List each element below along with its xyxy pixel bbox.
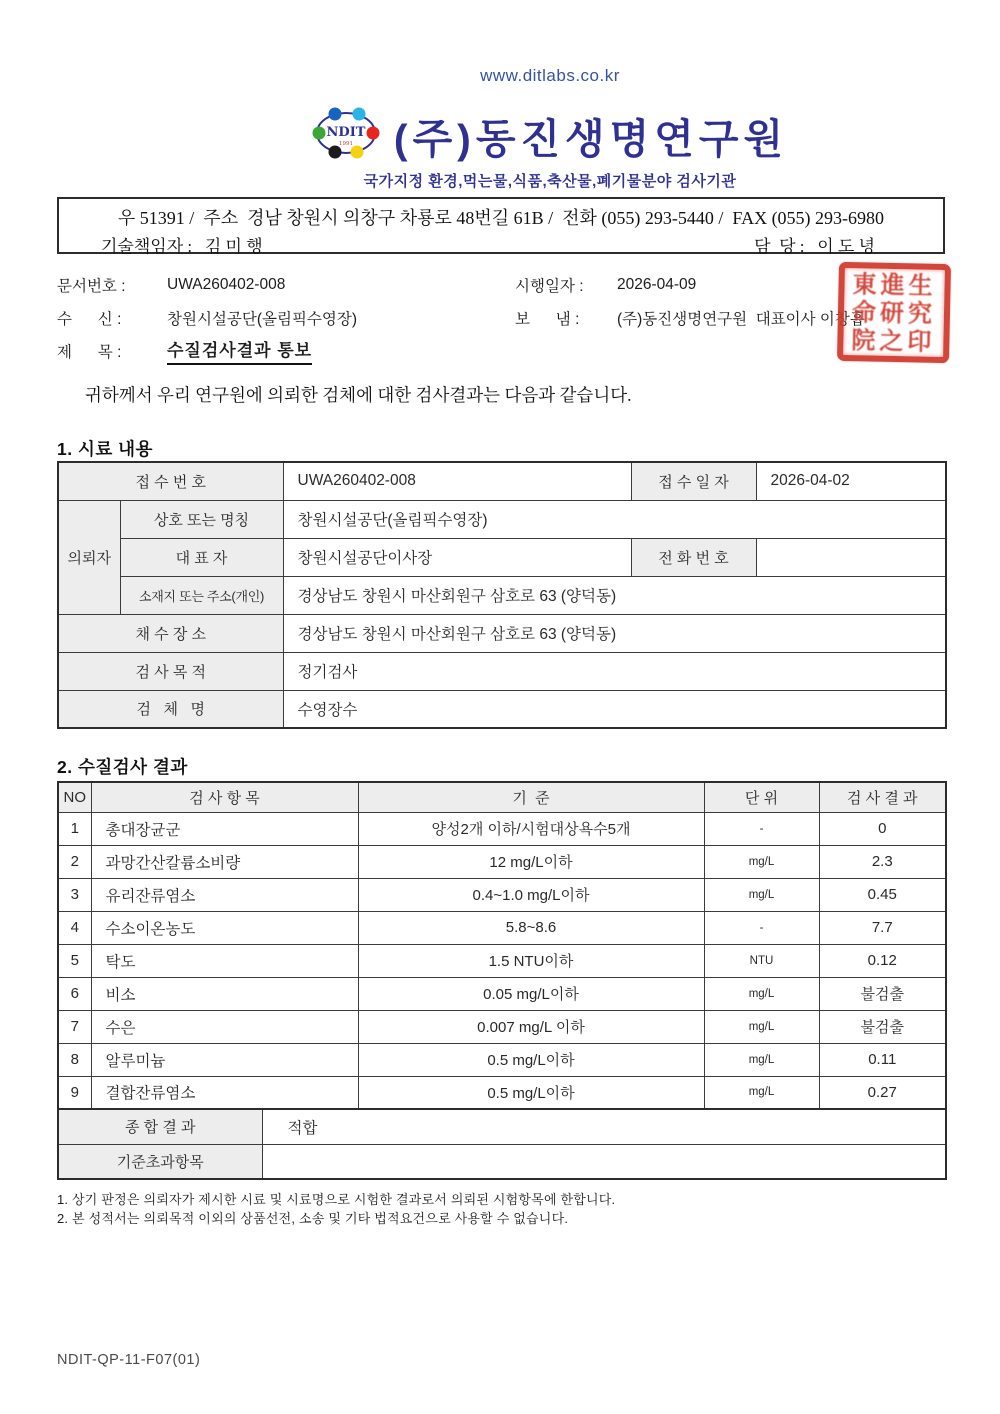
client-name-label: 상호 또는 명칭 <box>120 500 283 538</box>
receipt-no-value: UWA260402-008 <box>283 462 631 500</box>
document-info <box>57 268 945 367</box>
result-item: 유리잔류염소 <box>91 878 358 911</box>
result-row <box>58 911 946 944</box>
result-value: 0.45 <box>819 878 946 911</box>
company-name: (주)동진생명연구원 <box>393 115 789 162</box>
recipient-value: 창원시설공단(올림픽수영장) <box>167 310 358 328</box>
contact-address-line: 우 51391 / 주소 경남 창원시 의창구 차룡로 48번길 61B / 전화 (055) 293-5440 / FAX (055) 293-6980 <box>117 208 885 228</box>
result-unit: NTU <box>704 944 819 977</box>
exceeded-items-label: 기준초과항목 <box>58 1144 262 1179</box>
result-no: 3 <box>58 878 91 911</box>
phone-value <box>756 538 946 576</box>
sample-info-table <box>57 461 947 729</box>
contact-people-line <box>59 230 943 257</box>
table-row <box>58 690 946 728</box>
result-item: 결합잔류염소 <box>91 1076 358 1109</box>
receipt-date-label: 접 수 일 자 <box>631 462 756 500</box>
contact-box <box>57 197 945 254</box>
result-item: 알루미늄 <box>91 1043 358 1076</box>
header-standard: 기 준 <box>358 782 704 812</box>
sender-label: 보 냄 : <box>515 310 580 328</box>
result-value: 불검출 <box>819 977 946 1010</box>
result-standard: 0.4~1.0 mg/L이하 <box>358 878 704 911</box>
person-in-charge-name: 이 도 녕 <box>817 237 875 256</box>
issue-date-label: 시행일자 : <box>515 277 584 295</box>
result-unit: mg/L <box>704 845 819 878</box>
result-item: 비소 <box>91 977 358 1010</box>
header-no: NO <box>58 782 91 812</box>
test-purpose-label: 검 사 목 적 <box>58 652 283 690</box>
results-header-row <box>58 782 946 812</box>
sampling-place-label: 채 수 장 소 <box>58 614 283 652</box>
website-url: www.ditlabs.co.kr <box>480 66 620 85</box>
result-no: 6 <box>58 977 91 1010</box>
summary-table <box>57 1108 947 1180</box>
person-in-charge-label: 담 당 : <box>754 237 805 256</box>
table-row <box>58 614 946 652</box>
result-standard: 0.5 mg/L이하 <box>358 1076 704 1109</box>
result-standard: 양성2개 이하/시험대상욕수5개 <box>358 812 704 845</box>
result-no: 7 <box>58 1010 91 1043</box>
test-purpose-value: 정기검사 <box>283 652 946 690</box>
client-group-label: 의뢰자 <box>58 500 120 614</box>
result-item: 수은 <box>91 1010 358 1043</box>
recipient-row <box>57 301 945 334</box>
result-row <box>58 944 946 977</box>
result-no: 2 <box>58 845 91 878</box>
subject-row <box>57 334 945 367</box>
phone-label: 전 화 번 호 <box>631 538 756 576</box>
receipt-no-label: 접 수 번 호 <box>58 462 283 500</box>
sampling-place-value: 경상남도 창원시 마산회원구 삼호로 63 (양덕동) <box>283 614 946 652</box>
result-standard: 0.05 mg/L이하 <box>358 977 704 1010</box>
result-item: 탁도 <box>91 944 358 977</box>
tech-manager-label: 기술책임자 : <box>101 237 193 256</box>
overall-result-value: 적합 <box>262 1109 946 1144</box>
subject-value: 수질검사결과 통보 <box>167 336 312 365</box>
svg-text:1991: 1991 <box>338 140 353 147</box>
client-name-value: 창원시설공단(올림픽수영장) <box>283 500 946 538</box>
result-standard: 5.8~8.6 <box>358 911 704 944</box>
table-row <box>58 652 946 690</box>
result-no: 5 <box>58 944 91 977</box>
greeting-text: 귀하께서 우리 연구원에 의뢰한 검체에 대한 검사결과는 다음과 같습니다. <box>85 385 632 405</box>
result-item: 총대장균군 <box>91 812 358 845</box>
result-unit: mg/L <box>704 1010 819 1043</box>
receipt-date-value: 2026-04-02 <box>756 462 946 500</box>
sample-name-label: 검 체 명 <box>58 690 283 728</box>
representative-label: 대 표 자 <box>120 538 283 576</box>
overall-result-label: 종 합 결 과 <box>58 1109 262 1144</box>
address-label: 소재지 또는 주소(개인) <box>120 576 283 614</box>
sample-name-value: 수영장수 <box>283 690 946 728</box>
company-logo-icon <box>312 105 380 166</box>
result-row <box>58 845 946 878</box>
result-value: 7.7 <box>819 911 946 944</box>
company-seal-text: 東進生命研究院之印 <box>851 268 937 356</box>
doc-number-value: UWA260402-008 <box>167 275 286 293</box>
result-unit: - <box>704 812 819 845</box>
brand-row <box>100 100 1000 170</box>
result-row <box>58 1076 946 1109</box>
representative-value: 창원시설공단이사장 <box>283 538 631 576</box>
result-unit: mg/L <box>704 977 819 1010</box>
result-no: 4 <box>58 911 91 944</box>
result-no: 8 <box>58 1043 91 1076</box>
form-number: NDIT-QP-11-F07(01) <box>57 1352 201 1368</box>
issue-date-value: 2026-04-09 <box>617 275 697 293</box>
recipient-label: 수 신 : <box>57 310 122 328</box>
result-standard: 1.5 NTU이하 <box>358 944 704 977</box>
result-value: 2.3 <box>819 845 946 878</box>
result-value: 0 <box>819 812 946 845</box>
tech-manager <box>101 232 263 257</box>
result-unit: - <box>704 911 819 944</box>
result-item: 수소이온농도 <box>91 911 358 944</box>
section1-title: 1. 시료 내용 <box>57 439 153 459</box>
results-table <box>57 781 947 1110</box>
result-item: 과망간산칼륨소비량 <box>91 845 358 878</box>
result-row <box>58 1010 946 1043</box>
header-item: 검 사 항 목 <box>91 782 358 812</box>
result-unit: mg/L <box>704 1076 819 1109</box>
result-row <box>58 1043 946 1076</box>
footnote-2: 2. 본 성적서는 의뢰목적 이외의 상품선전, 소송 및 기타 법적요건으로 사용할 수 없습니다. <box>57 1211 569 1226</box>
result-row <box>58 977 946 1010</box>
result-no: 1 <box>58 812 91 845</box>
footnotes <box>57 1190 615 1228</box>
company-subtitle: 국가지정 환경,먹는물,식품,축산물,폐기물분야 검사기관 <box>363 173 737 190</box>
section2-title: 2. 수질검사 결과 <box>57 757 188 777</box>
result-value: 0.12 <box>819 944 946 977</box>
overall-result-row <box>58 1109 946 1144</box>
doc-number-label: 문서번호 : <box>57 277 126 295</box>
person-in-charge <box>754 232 875 257</box>
result-unit: mg/L <box>704 878 819 911</box>
company-seal-stamp <box>837 262 951 363</box>
header-unit: 단 위 <box>704 782 819 812</box>
exceeded-items-value <box>262 1144 946 1179</box>
subject-label: 제 목 : <box>57 343 122 361</box>
result-standard: 0.007 mg/L 이하 <box>358 1010 704 1043</box>
table-row <box>58 500 946 538</box>
address-value: 경상남도 창원시 마산회원구 삼호로 63 (양덕동) <box>283 576 946 614</box>
table-row <box>58 576 946 614</box>
table-row <box>58 538 946 576</box>
sender-value: (주)동진생명연구원 대표이사 이창흡 <box>617 310 865 328</box>
header-result: 검 사 결 과 <box>819 782 946 812</box>
doc-number-row <box>57 268 945 301</box>
result-row <box>58 878 946 911</box>
result-value: 불검출 <box>819 1010 946 1043</box>
result-standard: 12 mg/L이하 <box>358 845 704 878</box>
table-row <box>58 462 946 500</box>
result-row <box>58 812 946 845</box>
result-value: 0.27 <box>819 1076 946 1109</box>
result-no: 9 <box>58 1076 91 1109</box>
footnote-1: 1. 상기 판정은 의뢰자가 제시한 시료 및 시료명으로 시험한 결과로서 의뢰된 시험항목에 한합니다. <box>57 1192 616 1207</box>
result-value: 0.11 <box>819 1043 946 1076</box>
svg-text:NDIT: NDIT <box>326 124 366 140</box>
result-unit: mg/L <box>704 1043 819 1076</box>
result-standard: 0.5 mg/L이하 <box>358 1043 704 1076</box>
tech-manager-name: 김 미 행 <box>204 237 263 256</box>
exceeded-items-row <box>58 1144 946 1179</box>
